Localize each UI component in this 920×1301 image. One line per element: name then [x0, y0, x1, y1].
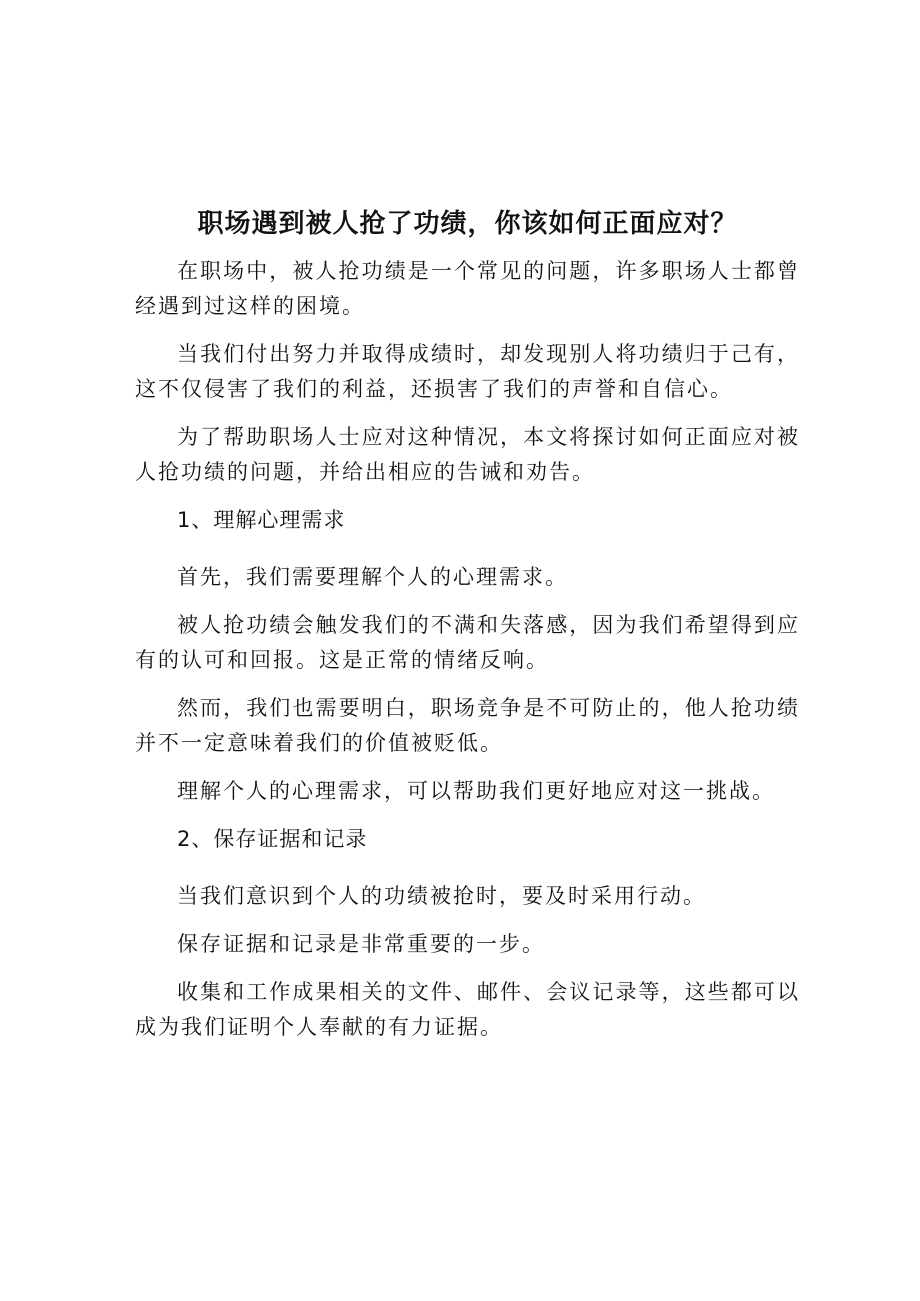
section-2-heading: 2、保存证据和记录 — [177, 827, 368, 851]
section-1-paragraph-3: 然而，我们也需要明白，职场竞争是不可防止的，他人抢功绩并不一定意味着我们的价值被贬低。 — [135, 696, 800, 755]
section-1-heading: 1、理解心理需求 — [177, 508, 346, 532]
section-1-paragraph-4: 理解个人的心理需求，可以帮助我们更好地应对这一挑战。 — [177, 779, 775, 803]
intro-paragraph-3: 为了帮助职场人士应对这种情况，本文将探讨如何正面应对被人抢功绩的问题，并给出相应的告诫和劝告。 — [135, 425, 800, 484]
intro-paragraph-2: 当我们付出努力并取得成绩时，却发现别人将功绩归于己有，这不仅侵害了我们的利益，还损害了我们的声誉和自信心。 — [135, 342, 800, 401]
section-2-paragraph-2: 保存证据和记录是非常重要的一步。 — [177, 932, 545, 956]
section-2-paragraph-1: 当我们意识到个人的功绩被抢时，要及时采用行动。 — [177, 884, 706, 908]
intro-paragraph-1: 在职场中，被人抢功绩是一个常见的问题，许多职场人士都曾经遇到过这样的困境。 — [135, 259, 800, 318]
document-title: 职场遇到被人抢了功绩，你该如何正面应对？ — [197, 209, 738, 239]
section-1-paragraph-2: 被人抢功绩会触发我们的不满和失落感，因为我们希望得到应有的认可和回报。这是正常的情绪反响。 — [135, 613, 800, 672]
section-1-paragraph-1: 首先，我们需要理解个人的心理需求。 — [177, 565, 568, 589]
section-2-paragraph-3: 收集和工作成果相关的文件、邮件、会议记录等，这些都可以成为我们证明个人奉献的有力证据。 — [135, 980, 800, 1039]
document-page — [135, 200, 800, 1058]
